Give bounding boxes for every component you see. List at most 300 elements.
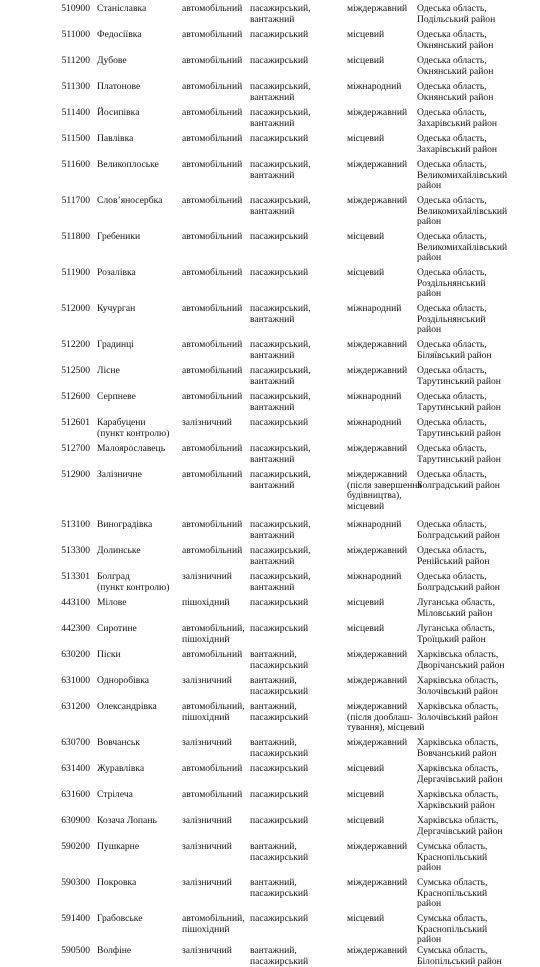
traffic-type-cell-line: пасажирський xyxy=(250,231,309,242)
traffic-type-cell xyxy=(250,392,342,413)
traffic-type-cell xyxy=(250,268,342,279)
status-cell-line: міжнародний xyxy=(347,303,402,314)
region-cell-line: Харківська область, xyxy=(417,815,499,826)
code-cell: 512600 xyxy=(61,391,90,402)
traffic-type-cell-line: вантажний, xyxy=(250,841,297,852)
region-cell-line: Одеська область, xyxy=(417,159,487,170)
status-cell-line: міждержавний xyxy=(347,737,408,748)
region-cell-line: Одеська область, xyxy=(417,29,487,40)
name-cell-line: Сиротине xyxy=(97,623,137,634)
region-cell-line: Болградський район xyxy=(417,529,500,541)
name-cell-line: Лісне xyxy=(97,365,120,376)
traffic-type-cell xyxy=(250,878,342,899)
region-cell-line: район xyxy=(417,252,442,264)
name-cell xyxy=(97,108,179,119)
region-cell-line: Великомихайлівський xyxy=(417,169,508,181)
traffic-type-cell-line: вантажний xyxy=(250,375,295,387)
traffic-type-cell xyxy=(250,790,342,801)
transport-type-cell-line: автомобільний xyxy=(182,443,243,454)
code-cell: 513301 xyxy=(61,571,90,582)
region-cell-line: Болградський район xyxy=(417,479,500,491)
region-cell-line: Окнянський район xyxy=(417,91,494,103)
name-cell xyxy=(97,30,179,41)
transport-type-cell-line: автомобільний xyxy=(182,339,243,350)
status-cell xyxy=(347,878,415,889)
region-cell xyxy=(417,816,537,837)
region-cell-line: Харківська область, xyxy=(417,649,499,660)
region-cell xyxy=(417,160,537,192)
name-cell xyxy=(97,702,179,713)
transport-type-cell xyxy=(182,946,248,957)
transport-type-cell xyxy=(182,702,248,723)
transport-type-cell xyxy=(182,546,248,557)
traffic-type-cell-line: пасажирський, xyxy=(250,443,311,454)
region-cell xyxy=(417,340,537,361)
status-cell xyxy=(347,232,415,243)
transport-type-cell xyxy=(182,340,248,351)
name-cell-line: Розалівка xyxy=(97,267,136,278)
region-cell-line: Одеська область, xyxy=(417,519,487,530)
traffic-type-cell-line: пасажирський, xyxy=(250,159,311,170)
transport-type-cell xyxy=(182,676,248,687)
region-cell-line: Краснопільський xyxy=(417,851,488,863)
status-cell-line: міждержавний xyxy=(347,469,408,480)
traffic-type-cell-line: пасажирський, xyxy=(250,303,311,314)
traffic-type-cell xyxy=(250,304,342,325)
code-cell: 512601 xyxy=(61,417,90,428)
region-cell-line: Подільський район xyxy=(417,13,496,25)
name-cell-line: Серпневе xyxy=(97,391,136,402)
traffic-type-cell-line: пасажирський xyxy=(250,29,309,40)
traffic-type-cell-line: вантажний xyxy=(250,349,295,361)
status-cell xyxy=(347,676,415,687)
traffic-type-cell xyxy=(250,134,342,145)
transport-type-cell xyxy=(182,914,248,935)
region-cell-line: Болградський район xyxy=(417,581,500,593)
transport-type-cell-line: автомобільний xyxy=(182,649,243,660)
region-cell xyxy=(417,232,537,264)
transport-type-cell-line: пішохідний xyxy=(182,633,230,645)
region-cell xyxy=(417,520,537,541)
name-cell xyxy=(97,842,179,853)
traffic-type-cell-line: вантажний, xyxy=(250,945,297,956)
status-cell-line: будівництва), xyxy=(347,490,402,502)
code-cell: 513100 xyxy=(61,519,90,530)
status-cell-line: місцевий xyxy=(347,133,385,144)
name-cell-line: Грабовське xyxy=(97,913,143,924)
traffic-type-cell-line: вантажний xyxy=(250,13,295,25)
code-cell: 630900 xyxy=(61,815,90,826)
region-cell-line: Окнянський район xyxy=(417,65,494,77)
status-cell xyxy=(347,392,415,403)
region-cell-line: район xyxy=(417,180,442,192)
region-cell-line: Біляївський район xyxy=(417,349,492,361)
status-cell-line: міждержавний xyxy=(347,545,408,556)
code-cell: 511200 xyxy=(61,55,90,66)
transport-type-cell xyxy=(182,650,248,661)
transport-type-cell xyxy=(182,56,248,67)
name-cell xyxy=(97,738,179,749)
region-cell xyxy=(417,268,537,300)
status-cell xyxy=(347,82,415,93)
status-cell-line: міжнародний xyxy=(347,391,402,402)
code-cell: 590500 xyxy=(61,945,90,956)
traffic-type-cell-line: пасажирський xyxy=(250,55,309,66)
region-cell-line: Захарівський район xyxy=(417,117,498,129)
region-cell xyxy=(417,676,537,697)
traffic-type-cell-line: вантажний, xyxy=(250,877,297,888)
region-cell-line: Роздільнянський xyxy=(417,313,486,325)
region-cell-line: Білопільський район xyxy=(417,955,502,967)
traffic-type-cell xyxy=(250,520,342,541)
traffic-type-cell-line: пасажирський, xyxy=(250,469,311,480)
status-cell-line: міждержавний xyxy=(347,841,408,852)
region-cell-line: Одеська область, xyxy=(417,545,487,556)
status-cell-line: міждержавний xyxy=(347,945,408,956)
transport-type-cell xyxy=(182,624,248,645)
region-cell-line: Одеська область, xyxy=(417,571,487,582)
region-cell-line: Одеська область, xyxy=(417,365,487,376)
traffic-type-cell-line: пасажирський, xyxy=(250,571,311,582)
transport-type-cell-line: залізничний xyxy=(182,737,232,748)
name-cell xyxy=(97,56,179,67)
status-cell-line: міжнародний xyxy=(347,571,402,582)
transport-type-cell-line: залізничний xyxy=(182,675,232,686)
status-cell xyxy=(347,598,415,609)
status-cell-line: міждержавний xyxy=(347,159,408,170)
traffic-type-cell xyxy=(250,444,342,465)
traffic-type-cell-line: вантажний, xyxy=(250,675,297,686)
traffic-type-cell-line: пасажирський xyxy=(250,711,309,723)
name-cell xyxy=(97,790,179,801)
region-cell-line: Краснопільський xyxy=(417,887,488,899)
region-cell-line: Одеська область, xyxy=(417,55,487,66)
transport-type-cell-line: автомобільний xyxy=(182,789,243,800)
name-cell xyxy=(97,946,179,957)
transport-type-cell-line: автомобільний xyxy=(182,159,243,170)
name-cell-line: Градинці xyxy=(97,339,134,350)
region-cell-line: Захарівський район xyxy=(417,143,498,155)
code-cell: 631200 xyxy=(61,701,90,712)
region-cell-line: Тарутинський район xyxy=(417,401,501,413)
status-cell xyxy=(347,268,415,279)
region-cell xyxy=(417,304,537,336)
name-cell-line: Дубове xyxy=(97,55,127,66)
code-cell: 591400 xyxy=(61,913,90,924)
traffic-type-cell xyxy=(250,598,342,609)
region-cell-line: Вовчанський район xyxy=(417,747,497,759)
region-cell-line: Краснопільський xyxy=(417,923,488,935)
transport-type-cell-line: автомобільний xyxy=(182,81,243,92)
status-cell xyxy=(347,340,415,351)
name-cell xyxy=(97,546,179,557)
name-cell-line: Гребеники xyxy=(97,231,141,242)
region-cell-line: Харківська область, xyxy=(417,701,499,712)
transport-type-cell xyxy=(182,366,248,377)
transport-type-cell xyxy=(182,790,248,801)
code-cell: 511400 xyxy=(61,107,90,118)
traffic-type-cell-line: пасажирський xyxy=(250,685,309,697)
transport-type-cell xyxy=(182,392,248,403)
region-cell xyxy=(417,650,537,671)
status-cell-line: місцевий xyxy=(347,500,385,512)
region-cell xyxy=(417,392,537,413)
transport-type-cell xyxy=(182,418,248,429)
transport-type-cell-line: автомобільний, xyxy=(182,701,245,712)
traffic-type-cell-line: вантажний, xyxy=(250,649,297,660)
region-cell xyxy=(417,842,537,874)
status-cell-line: міжнародний xyxy=(347,417,402,428)
name-cell-line: Журавлівка xyxy=(97,763,145,774)
region-cell xyxy=(417,702,537,723)
region-cell xyxy=(417,790,537,811)
region-cell xyxy=(417,444,537,465)
traffic-type-cell xyxy=(250,816,342,827)
region-cell xyxy=(417,598,537,619)
status-cell-line: міжнародний xyxy=(347,519,402,530)
status-cell xyxy=(347,816,415,827)
traffic-type-cell-line: вантажний xyxy=(250,479,295,491)
traffic-type-cell xyxy=(250,108,342,129)
transport-type-cell-line: автомобільний, xyxy=(182,623,245,634)
code-cell: 513300 xyxy=(61,545,90,556)
region-cell-line: Міловський район xyxy=(417,607,493,619)
region-cell-line: Ренійський район xyxy=(417,555,490,567)
name-cell-line: Йосипівка xyxy=(97,107,140,118)
transport-type-cell-line: автомобільний xyxy=(182,763,243,774)
region-cell-line: Харківська область, xyxy=(417,737,499,748)
transport-type-cell-line: пішохідний xyxy=(182,711,230,723)
name-cell xyxy=(97,914,179,925)
region-cell-line: район xyxy=(417,898,442,910)
name-cell xyxy=(97,650,179,661)
status-cell xyxy=(347,366,415,377)
region-cell-line: Одеська область, xyxy=(417,339,487,350)
status-cell xyxy=(347,842,415,853)
region-cell-line: Харківський район xyxy=(417,799,495,811)
name-cell-line: Стрілеча xyxy=(97,789,133,800)
transport-type-cell-line: автомобільний xyxy=(182,469,243,480)
status-cell-line: міждержавний xyxy=(347,877,408,888)
status-cell-line: місцевий xyxy=(347,815,385,826)
code-cell: 511600 xyxy=(61,159,90,170)
traffic-type-cell-line: пасажирський xyxy=(250,887,309,899)
transport-type-cell-line: автомобільний xyxy=(182,267,243,278)
region-cell-line: Одеська область, xyxy=(417,443,487,454)
transport-type-cell-line: автомобільний, xyxy=(182,913,245,924)
status-cell-line: (після завершення xyxy=(347,479,422,491)
traffic-type-cell xyxy=(250,738,342,759)
traffic-type-cell-line: пасажирський xyxy=(250,747,309,759)
transport-type-cell-line: залізничний xyxy=(182,815,232,826)
code-cell: 512700 xyxy=(61,443,90,454)
traffic-type-cell-line: вантажний xyxy=(250,117,295,129)
traffic-type-cell-line: пасажирський xyxy=(250,789,309,800)
region-cell xyxy=(417,946,537,967)
traffic-type-cell-line: вантажний xyxy=(250,529,295,541)
region-cell-line: район xyxy=(417,324,442,336)
traffic-type-cell xyxy=(250,676,342,697)
traffic-type-cell-line: вантажний xyxy=(250,581,295,593)
traffic-type-cell xyxy=(250,160,342,181)
status-cell-line: міждержавний xyxy=(347,365,408,376)
traffic-type-cell-line: пасажирський xyxy=(250,851,309,863)
transport-type-cell xyxy=(182,160,248,171)
traffic-type-cell-line: пасажирський xyxy=(250,815,309,826)
status-cell-line: міждержавний xyxy=(347,649,408,660)
region-cell-line: Харківська область, xyxy=(417,789,499,800)
code-cell: 512500 xyxy=(61,365,90,376)
code-cell: 630700 xyxy=(61,737,90,748)
traffic-type-cell-line: пасажирський xyxy=(250,267,309,278)
transport-type-cell-line: пішохідний xyxy=(182,597,230,608)
traffic-type-cell-line: пасажирський, xyxy=(250,391,311,402)
name-cell-line: Федосіївка xyxy=(97,29,142,40)
status-cell xyxy=(347,4,415,15)
name-cell-line: Великоплоське xyxy=(97,159,159,170)
status-cell-line: місцевий xyxy=(347,29,385,40)
status-cell-line: місцевий xyxy=(347,55,385,66)
region-cell-line: Тарутинський район xyxy=(417,453,501,465)
transport-type-cell-line: автомобільний xyxy=(182,391,243,402)
status-cell xyxy=(347,914,415,925)
region-cell-line: Одеська область, xyxy=(417,195,487,206)
transport-type-cell xyxy=(182,232,248,243)
traffic-type-cell-line: вантажний, xyxy=(250,701,297,712)
region-cell xyxy=(417,878,537,910)
region-cell xyxy=(417,366,537,387)
transport-type-cell-line: залізничний xyxy=(182,877,232,888)
code-cell: 590300 xyxy=(61,877,90,888)
name-cell-line: (пункт контролю) xyxy=(97,427,170,439)
region-cell xyxy=(417,624,537,645)
transport-type-cell xyxy=(182,196,248,207)
region-cell-line: Одеська область, xyxy=(417,81,487,92)
transport-type-cell-line: автомобільний xyxy=(182,195,243,206)
name-cell-line: Олександрівка xyxy=(97,701,157,712)
transport-type-cell xyxy=(182,304,248,315)
name-cell-line: Болград xyxy=(97,571,130,582)
name-cell xyxy=(97,4,179,15)
status-cell-line: міждержавний xyxy=(347,339,408,350)
traffic-type-cell-line: пасажирський, xyxy=(250,339,311,350)
name-cell-line: (пункт контролю) xyxy=(97,581,170,593)
traffic-type-cell-line: вантажний xyxy=(250,169,295,181)
traffic-type-cell-line: вантажний xyxy=(250,555,295,567)
traffic-type-cell-line: пасажирський xyxy=(250,133,309,144)
name-cell-line: Платонове xyxy=(97,81,141,92)
traffic-type-cell-line: пасажирський xyxy=(250,623,309,634)
code-cell: 510900 xyxy=(61,3,90,14)
name-cell-line: Виноградівка xyxy=(97,519,153,530)
region-cell-line: Харківська область, xyxy=(417,763,499,774)
traffic-type-cell xyxy=(250,82,342,103)
name-cell-line: Піски xyxy=(97,649,121,660)
traffic-type-cell xyxy=(250,196,342,217)
traffic-type-cell-line: пасажирський, xyxy=(250,365,311,376)
name-cell xyxy=(97,676,179,687)
name-cell xyxy=(97,268,179,279)
status-cell xyxy=(347,196,415,207)
traffic-type-cell xyxy=(250,340,342,361)
name-cell xyxy=(97,764,179,775)
region-cell-line: Золочівський район xyxy=(417,685,498,697)
traffic-type-cell-line: пасажирський xyxy=(250,913,309,924)
region-cell-line: Одеська область, xyxy=(417,3,487,14)
region-cell-line: Одеська область, xyxy=(417,303,487,314)
status-cell xyxy=(347,701,425,734)
region-cell xyxy=(417,914,537,946)
name-cell xyxy=(97,470,179,481)
name-cell-line: Станіславка xyxy=(97,3,147,14)
transport-type-cell xyxy=(182,520,248,531)
status-cell-line: тування), місцевий xyxy=(347,722,425,734)
transport-type-cell xyxy=(182,816,248,827)
region-cell xyxy=(417,764,537,785)
transport-type-cell xyxy=(182,878,248,889)
code-cell: 511300 xyxy=(61,81,90,92)
traffic-type-cell xyxy=(250,572,342,593)
traffic-type-cell-line: пасажирський xyxy=(250,763,309,774)
traffic-type-cell xyxy=(250,56,342,67)
region-cell-line: Дворічанський район xyxy=(417,659,505,671)
traffic-type-cell-line: пасажирський, xyxy=(250,107,311,118)
status-cell xyxy=(347,650,415,661)
region-cell xyxy=(417,4,537,25)
code-cell: 511700 xyxy=(61,195,90,206)
traffic-type-cell-line: пасажирський, xyxy=(250,519,311,530)
traffic-type-cell-line: пасажирський xyxy=(250,955,309,967)
traffic-type-cell xyxy=(250,764,342,775)
transport-type-cell xyxy=(182,444,248,455)
traffic-type-cell xyxy=(250,418,342,429)
traffic-type-cell-line: вантажний xyxy=(250,91,295,103)
region-cell-line: Луганська область, xyxy=(417,597,495,608)
status-cell-line: місцевий xyxy=(347,913,385,924)
name-cell-line: Кучурган xyxy=(97,303,136,314)
region-cell-line: Одеська область, xyxy=(417,391,487,402)
code-cell: 512900 xyxy=(61,469,90,480)
name-cell-line: Одноробівка xyxy=(97,675,150,686)
status-cell xyxy=(347,134,415,145)
transport-type-cell xyxy=(182,108,248,119)
name-cell-line: Залізничне xyxy=(97,469,142,480)
name-cell-line: Слов’яносербка xyxy=(97,195,163,206)
region-cell-line: район xyxy=(417,216,442,228)
name-cell xyxy=(97,340,179,351)
region-cell-line: район xyxy=(417,862,442,874)
transport-type-cell-line: залізничний xyxy=(182,841,232,852)
transport-type-cell-line: автомобільний xyxy=(182,133,243,144)
status-cell xyxy=(347,444,415,455)
code-cell: 511900 xyxy=(61,267,90,278)
traffic-type-cell-line: пасажирський, xyxy=(250,3,311,14)
status-cell xyxy=(347,624,415,635)
code-cell: 630200 xyxy=(61,649,90,660)
region-cell xyxy=(417,546,537,567)
region-cell-line: Тарутинський район xyxy=(417,427,501,439)
region-cell-line: Сумська область, xyxy=(417,945,488,956)
traffic-type-cell-line: вантажний xyxy=(250,401,295,413)
traffic-type-cell xyxy=(250,624,342,635)
name-cell-line: Вовчанськ xyxy=(97,737,140,748)
region-cell-line: Сумська область, xyxy=(417,913,488,924)
status-cell xyxy=(347,304,415,315)
region-cell xyxy=(417,196,537,228)
name-cell-line: Малоярославець xyxy=(97,443,166,454)
traffic-type-cell-line: вантажний xyxy=(250,205,295,217)
name-cell-line: Покровка xyxy=(97,877,137,888)
